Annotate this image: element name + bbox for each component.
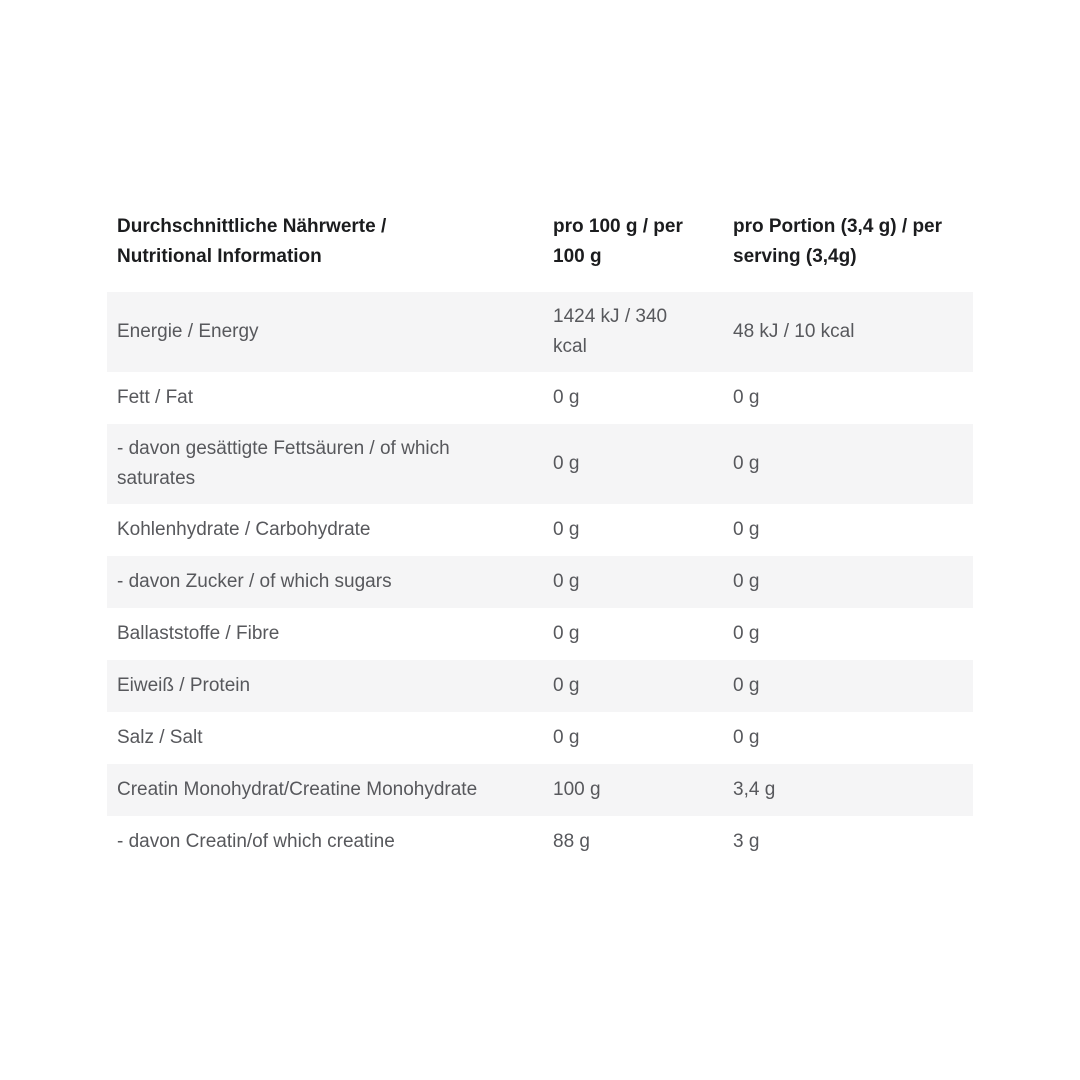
per-100g-value: 0 g [553, 675, 580, 696]
per-serving-value: 0 g [733, 387, 760, 408]
table-row [107, 372, 973, 424]
table-header-row [107, 202, 973, 292]
table-row [107, 292, 973, 372]
per-100g-value: 0 g [553, 571, 580, 592]
nutrition-table [107, 202, 973, 868]
per-serving-value: 0 g [733, 571, 760, 592]
nutrient-label: Kohlenhydrate / Carbohydrate [117, 519, 371, 540]
per-serving-value: 0 g [733, 623, 760, 644]
table-row [107, 424, 973, 504]
per-100g-value: 1424 kJ / 340 kcal [553, 306, 668, 357]
table-row [107, 608, 973, 660]
header-nutrient-column: Durchschnittliche Nährwerte / Nutritional Information [117, 216, 387, 267]
nutrient-label: - davon Zucker / of which sugars [117, 571, 392, 592]
per-100g-value: 0 g [553, 387, 580, 408]
nutrient-label: - davon gesättigte Fettsäuren / of which saturates [117, 438, 450, 489]
header-per-100g-column: pro 100 g / per 100 g [553, 216, 683, 267]
nutrient-label: - davon Creatin/of which creatine [117, 831, 395, 852]
nutrient-label: Fett / Fat [117, 387, 194, 408]
per-serving-value: 0 g [733, 675, 760, 696]
table-row [107, 816, 973, 868]
nutrient-label: Ballaststoffe / Fibre [117, 623, 280, 644]
table-row [107, 712, 973, 764]
per-serving-value: 0 g [733, 453, 760, 474]
nutrient-label: Salz / Salt [117, 727, 203, 748]
nutrient-label: Eiweiß / Protein [117, 675, 251, 696]
table-row [107, 504, 973, 556]
table-row [107, 764, 973, 816]
per-100g-value: 100 g [553, 779, 601, 800]
per-100g-value: 0 g [553, 453, 580, 474]
table-body [107, 292, 973, 868]
per-serving-value: 0 g [733, 519, 760, 540]
table-row [107, 660, 973, 712]
header-per-serving-column: pro Portion (3,4 g) / per serving (3,4g) [733, 216, 943, 267]
per-100g-value: 88 g [553, 831, 590, 852]
per-serving-value: 3,4 g [733, 779, 776, 800]
nutrient-label: Creatin Monohydrat/Creatine Monohydrate [117, 779, 478, 800]
nutrient-label: Energie / Energy [117, 321, 259, 342]
per-serving-value: 3 g [733, 831, 760, 852]
table-row [107, 556, 973, 608]
per-serving-value: 0 g [733, 727, 760, 748]
per-serving-value: 48 kJ / 10 kcal [733, 321, 855, 342]
per-100g-value: 0 g [553, 727, 580, 748]
per-100g-value: 0 g [553, 623, 580, 644]
per-100g-value: 0 g [553, 519, 580, 540]
